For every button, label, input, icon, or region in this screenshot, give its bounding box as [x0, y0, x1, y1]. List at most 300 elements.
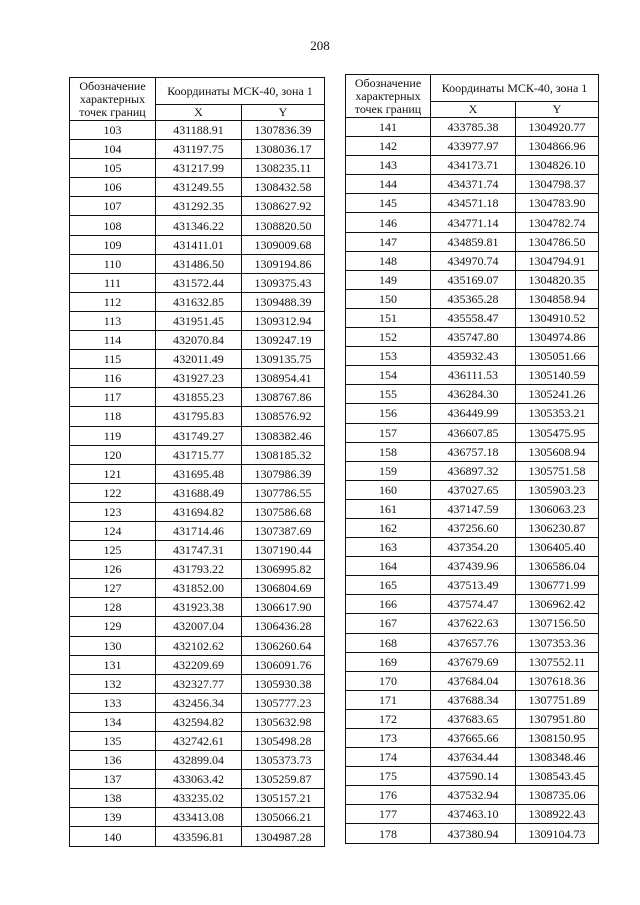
y-coordinate-cell: 1305777.23 [242, 693, 325, 712]
point-number-cell: 156 [346, 404, 431, 423]
y-coordinate-cell: 1308185.32 [242, 445, 325, 464]
table-row [70, 770, 325, 789]
x-coordinate-cell: 437439.96 [431, 557, 516, 576]
y-coordinate-cell: 1308348.46 [516, 748, 599, 767]
page-number: 208 [310, 38, 330, 53]
table-row [70, 216, 325, 235]
table-row [346, 347, 599, 366]
x-header: X [156, 105, 242, 121]
y-coordinate-cell: 1308627.92 [242, 197, 325, 216]
x-coordinate-cell: 437684.04 [431, 671, 516, 690]
y-coordinate-cell: 1305259.87 [242, 770, 325, 789]
y-coordinate-cell: 1308543.45 [516, 767, 599, 786]
point-number-cell: 136 [70, 751, 156, 770]
table-row [346, 194, 599, 213]
table-row [70, 197, 325, 216]
point-number-cell: 137 [70, 770, 156, 789]
point-number-cell: 148 [346, 251, 431, 270]
x-coordinate-cell: 433977.97 [431, 137, 516, 156]
table-row [70, 693, 325, 712]
table-row [346, 614, 599, 633]
y-header: Y [242, 105, 325, 121]
point-number-cell: 130 [70, 636, 156, 655]
x-coordinate-cell: 431632.85 [156, 292, 242, 311]
point-number-cell: 138 [70, 789, 156, 808]
y-header: Y [516, 102, 599, 118]
table-row [70, 560, 325, 579]
y-coordinate-cell: 1305140.59 [516, 366, 599, 385]
point-number-cell: 113 [70, 311, 156, 330]
table-row [346, 538, 599, 557]
coordinates-table-left [69, 77, 325, 847]
point-number-cell: 122 [70, 483, 156, 502]
x-coordinate-cell: 437532.94 [431, 786, 516, 805]
y-coordinate-cell: 1307156.50 [516, 614, 599, 633]
x-coordinate-cell: 435558.47 [431, 308, 516, 327]
x-coordinate-cell: 437463.10 [431, 805, 516, 824]
table-row [70, 331, 325, 350]
x-coordinate-cell: 433235.02 [156, 789, 242, 808]
table-row [346, 690, 599, 709]
point-number-cell: 116 [70, 369, 156, 388]
table-row [70, 292, 325, 311]
x-coordinate-cell: 436284.30 [431, 385, 516, 404]
table-row [70, 541, 325, 560]
y-coordinate-cell: 1305051.66 [516, 347, 599, 366]
y-coordinate-cell: 1306230.87 [516, 518, 599, 537]
x-coordinate-cell: 432209.69 [156, 655, 242, 674]
x-coordinate-cell: 433596.81 [156, 827, 242, 846]
point-number-cell: 133 [70, 693, 156, 712]
point-number-cell: 141 [346, 118, 431, 137]
point-number-cell: 153 [346, 347, 431, 366]
y-coordinate-cell: 1305475.95 [516, 423, 599, 442]
point-number-cell: 144 [346, 175, 431, 194]
point-number-cell: 106 [70, 178, 156, 197]
table-row [346, 671, 599, 690]
y-coordinate-cell: 1306260.64 [242, 636, 325, 655]
point-number-cell: 154 [346, 366, 431, 385]
x-coordinate-cell: 433413.08 [156, 808, 242, 827]
point-number-cell: 132 [70, 674, 156, 693]
table-row [70, 388, 325, 407]
y-coordinate-cell: 1304782.74 [516, 213, 599, 232]
y-coordinate-cell: 1309104.73 [516, 824, 599, 843]
y-coordinate-cell: 1306405.40 [516, 538, 599, 557]
table-row [346, 824, 599, 843]
y-coordinate-cell: 1305608.94 [516, 442, 599, 461]
point-number-cell: 165 [346, 576, 431, 595]
point-number-cell: 126 [70, 560, 156, 579]
y-coordinate-cell: 1305241.26 [516, 385, 599, 404]
y-coordinate-cell: 1307986.39 [242, 464, 325, 483]
y-coordinate-cell: 1307951.80 [516, 709, 599, 728]
table-row [70, 178, 325, 197]
x-coordinate-cell: 432011.49 [156, 350, 242, 369]
y-coordinate-cell: 1309488.39 [242, 292, 325, 311]
y-coordinate-cell: 1305632.98 [242, 712, 325, 731]
y-coordinate-cell: 1304858.94 [516, 289, 599, 308]
point-number-cell: 140 [70, 827, 156, 846]
x-coordinate-cell: 434173.71 [431, 156, 516, 175]
point-number-cell: 149 [346, 270, 431, 289]
y-coordinate-cell: 1304910.52 [516, 308, 599, 327]
x-coordinate-cell: 432327.77 [156, 674, 242, 693]
x-coordinate-cell: 436897.32 [431, 461, 516, 480]
point-number-cell: 146 [346, 213, 431, 232]
point-number-cell: 110 [70, 254, 156, 273]
y-coordinate-cell: 1308235.11 [242, 159, 325, 178]
table-row [346, 767, 599, 786]
table-row [346, 404, 599, 423]
x-coordinate-cell: 436607.85 [431, 423, 516, 442]
point-number-cell: 159 [346, 461, 431, 480]
table-row [346, 308, 599, 327]
x-coordinate-cell: 431292.35 [156, 197, 242, 216]
y-coordinate-cell: 1305930.38 [242, 674, 325, 693]
point-number-cell: 162 [346, 518, 431, 537]
y-coordinate-cell: 1309194.86 [242, 254, 325, 273]
table-row [346, 232, 599, 251]
point-number-cell: 104 [70, 140, 156, 159]
x-coordinate-cell: 431486.50 [156, 254, 242, 273]
x-coordinate-cell: 432102.62 [156, 636, 242, 655]
x-coordinate-cell: 437147.59 [431, 499, 516, 518]
y-coordinate-cell: 1304866.96 [516, 137, 599, 156]
point-number-cell: 129 [70, 617, 156, 636]
table-row [346, 137, 599, 156]
table-row [346, 270, 599, 289]
point-number-cell: 150 [346, 289, 431, 308]
x-coordinate-cell: 437590.14 [431, 767, 516, 786]
x-coordinate-cell: 437688.34 [431, 690, 516, 709]
point-number-cell: 124 [70, 521, 156, 540]
x-coordinate-cell: 435747.80 [431, 328, 516, 347]
y-coordinate-cell: 1305498.28 [242, 732, 325, 751]
y-coordinate-cell: 1307786.55 [242, 483, 325, 502]
table-row [70, 655, 325, 674]
table-row [70, 808, 325, 827]
table-row [346, 805, 599, 824]
y-coordinate-cell: 1308954.41 [242, 369, 325, 388]
point-number-cell: 105 [70, 159, 156, 178]
y-coordinate-cell: 1306586.04 [516, 557, 599, 576]
x-header: X [431, 102, 516, 118]
point-number-cell: 171 [346, 690, 431, 709]
y-coordinate-cell: 1305373.73 [242, 751, 325, 770]
x-coordinate-cell: 431715.77 [156, 445, 242, 464]
table-row [70, 732, 325, 751]
point-number-cell: 125 [70, 541, 156, 560]
table-row [346, 480, 599, 499]
table-row [70, 751, 325, 770]
table-row [70, 617, 325, 636]
point-number-cell: 131 [70, 655, 156, 674]
x-coordinate-cell: 431411.01 [156, 235, 242, 254]
x-coordinate-cell: 431695.48 [156, 464, 242, 483]
table-row [346, 748, 599, 767]
table-row [70, 311, 325, 330]
x-coordinate-cell: 431747.31 [156, 541, 242, 560]
point-number-cell: 109 [70, 235, 156, 254]
x-coordinate-cell: 431855.23 [156, 388, 242, 407]
y-coordinate-cell: 1306091.76 [242, 655, 325, 674]
point-number-cell: 166 [346, 595, 431, 614]
table-row [70, 483, 325, 502]
table-row [70, 121, 325, 140]
y-coordinate-cell: 1304786.50 [516, 232, 599, 251]
point-number-cell: 172 [346, 709, 431, 728]
x-coordinate-cell: 437622.63 [431, 614, 516, 633]
point-number-cell: 128 [70, 598, 156, 617]
point-number-cell: 121 [70, 464, 156, 483]
point-number-cell: 112 [70, 292, 156, 311]
table-row [346, 652, 599, 671]
point-number-cell: 152 [346, 328, 431, 347]
y-coordinate-cell: 1305353.21 [516, 404, 599, 423]
y-coordinate-cell: 1309247.19 [242, 331, 325, 350]
point-number-cell: 151 [346, 308, 431, 327]
x-coordinate-cell: 431793.22 [156, 560, 242, 579]
y-coordinate-cell: 1304974.86 [516, 328, 599, 347]
y-coordinate-cell: 1307751.89 [516, 690, 599, 709]
y-coordinate-cell: 1308922.43 [516, 805, 599, 824]
point-number-cell: 158 [346, 442, 431, 461]
coordinates-header: Координаты МСК-40, зона 1 [431, 75, 599, 102]
table-row [70, 464, 325, 483]
point-number-cell: 139 [70, 808, 156, 827]
table-row [346, 442, 599, 461]
table-row [70, 254, 325, 273]
point-number-cell: 167 [346, 614, 431, 633]
x-coordinate-cell: 437256.60 [431, 518, 516, 537]
table-row [346, 366, 599, 385]
y-coordinate-cell: 1305066.21 [242, 808, 325, 827]
y-coordinate-cell: 1308767.86 [242, 388, 325, 407]
table-row [346, 175, 599, 194]
table-row [70, 598, 325, 617]
x-coordinate-cell: 434859.81 [431, 232, 516, 251]
table-row [346, 729, 599, 748]
point-number-cell: 173 [346, 729, 431, 748]
table-row [70, 426, 325, 445]
table-row [346, 709, 599, 728]
x-coordinate-cell: 437354.20 [431, 538, 516, 557]
table-row [70, 521, 325, 540]
x-coordinate-cell: 437634.44 [431, 748, 516, 767]
point-number-cell: 145 [346, 194, 431, 213]
table-row [346, 118, 599, 137]
x-coordinate-cell: 434571.18 [431, 194, 516, 213]
point-number-cell: 174 [346, 748, 431, 767]
point-number-cell: 123 [70, 502, 156, 521]
point-number-cell: 155 [346, 385, 431, 404]
y-coordinate-cell: 1309375.43 [242, 273, 325, 292]
table-row [346, 423, 599, 442]
x-coordinate-cell: 436449.99 [431, 404, 516, 423]
designation-header: Обозначение характерных точек границ [346, 75, 431, 118]
point-number-cell: 175 [346, 767, 431, 786]
table-row [70, 712, 325, 731]
table-row [70, 636, 325, 655]
y-coordinate-cell: 1304794.91 [516, 251, 599, 270]
y-coordinate-cell: 1308036.17 [242, 140, 325, 159]
y-coordinate-cell: 1304820.35 [516, 270, 599, 289]
x-coordinate-cell: 435169.07 [431, 270, 516, 289]
x-coordinate-cell: 432007.04 [156, 617, 242, 636]
y-coordinate-cell: 1308382.46 [242, 426, 325, 445]
x-coordinate-cell: 437665.66 [431, 729, 516, 748]
table-row [346, 251, 599, 270]
table-row [346, 633, 599, 652]
y-coordinate-cell: 1307353.36 [516, 633, 599, 652]
table-row [70, 502, 325, 521]
x-coordinate-cell: 437027.65 [431, 480, 516, 499]
table-row [346, 156, 599, 175]
y-coordinate-cell: 1306962.42 [516, 595, 599, 614]
y-coordinate-cell: 1305157.21 [242, 789, 325, 808]
x-coordinate-cell: 437679.69 [431, 652, 516, 671]
x-coordinate-cell: 433063.42 [156, 770, 242, 789]
point-number-cell: 177 [346, 805, 431, 824]
y-coordinate-cell: 1306771.99 [516, 576, 599, 595]
x-coordinate-cell: 435932.43 [431, 347, 516, 366]
table-row [346, 786, 599, 805]
y-coordinate-cell: 1308150.95 [516, 729, 599, 748]
table-row [346, 213, 599, 232]
point-number-cell: 117 [70, 388, 156, 407]
x-coordinate-cell: 431852.00 [156, 579, 242, 598]
y-coordinate-cell: 1307618.36 [516, 671, 599, 690]
table-row [70, 827, 325, 846]
x-coordinate-cell: 431688.49 [156, 483, 242, 502]
y-coordinate-cell: 1307836.39 [242, 121, 325, 140]
table-row [70, 273, 325, 292]
x-coordinate-cell: 435365.28 [431, 289, 516, 308]
point-number-cell: 108 [70, 216, 156, 235]
x-coordinate-cell: 431694.82 [156, 502, 242, 521]
y-coordinate-cell: 1306436.28 [242, 617, 325, 636]
y-coordinate-cell: 1304798.37 [516, 175, 599, 194]
x-coordinate-cell: 437513.49 [431, 576, 516, 595]
x-coordinate-cell: 431188.91 [156, 121, 242, 140]
y-coordinate-cell: 1306063.23 [516, 499, 599, 518]
x-coordinate-cell: 437574.47 [431, 595, 516, 614]
table-row [346, 385, 599, 404]
x-coordinate-cell: 431951.45 [156, 311, 242, 330]
point-number-cell: 161 [346, 499, 431, 518]
table-row [346, 518, 599, 537]
x-coordinate-cell: 431346.22 [156, 216, 242, 235]
point-number-cell: 143 [346, 156, 431, 175]
table-row [70, 789, 325, 808]
y-coordinate-cell: 1305903.23 [516, 480, 599, 499]
point-number-cell: 114 [70, 331, 156, 350]
point-number-cell: 176 [346, 786, 431, 805]
x-coordinate-cell: 432594.82 [156, 712, 242, 731]
x-coordinate-cell: 434970.74 [431, 251, 516, 270]
point-number-cell: 120 [70, 445, 156, 464]
designation-header: Обозначение характерных точек границ [70, 78, 156, 121]
x-coordinate-cell: 431795.83 [156, 407, 242, 426]
y-coordinate-cell: 1309312.94 [242, 311, 325, 330]
point-number-cell: 115 [70, 350, 156, 369]
x-coordinate-cell: 431217.99 [156, 159, 242, 178]
point-number-cell: 160 [346, 480, 431, 499]
table-row [346, 557, 599, 576]
table-row [70, 350, 325, 369]
table-row [346, 461, 599, 480]
coordinates-header: Координаты МСК-40, зона 1 [156, 78, 325, 105]
y-coordinate-cell: 1307586.68 [242, 502, 325, 521]
point-number-cell: 168 [346, 633, 431, 652]
point-number-cell: 169 [346, 652, 431, 671]
x-coordinate-cell: 436111.53 [431, 366, 516, 385]
point-number-cell: 178 [346, 824, 431, 843]
x-coordinate-cell: 432070.84 [156, 331, 242, 350]
table-row [346, 576, 599, 595]
y-coordinate-cell: 1307190.44 [242, 541, 325, 560]
point-number-cell: 163 [346, 538, 431, 557]
x-coordinate-cell: 437657.76 [431, 633, 516, 652]
point-number-cell: 134 [70, 712, 156, 731]
point-number-cell: 157 [346, 423, 431, 442]
table-row [346, 595, 599, 614]
x-coordinate-cell: 432742.61 [156, 732, 242, 751]
point-number-cell: 142 [346, 137, 431, 156]
x-coordinate-cell: 432899.04 [156, 751, 242, 770]
point-number-cell: 111 [70, 273, 156, 292]
table-row [346, 499, 599, 518]
y-coordinate-cell: 1306617.90 [242, 598, 325, 617]
table-row [70, 407, 325, 426]
x-coordinate-cell: 434771.14 [431, 213, 516, 232]
y-coordinate-cell: 1308432.58 [242, 178, 325, 197]
x-coordinate-cell: 437380.94 [431, 824, 516, 843]
y-coordinate-cell: 1305751.58 [516, 461, 599, 480]
point-number-cell: 107 [70, 197, 156, 216]
point-number-cell: 118 [70, 407, 156, 426]
y-coordinate-cell: 1304920.77 [516, 118, 599, 137]
table-row [70, 235, 325, 254]
point-number-cell: 103 [70, 121, 156, 140]
x-coordinate-cell: 431927.23 [156, 369, 242, 388]
x-coordinate-cell: 431714.46 [156, 521, 242, 540]
x-coordinate-cell: 436757.18 [431, 442, 516, 461]
point-number-cell: 164 [346, 557, 431, 576]
point-number-cell: 119 [70, 426, 156, 445]
y-coordinate-cell: 1306995.82 [242, 560, 325, 579]
y-coordinate-cell: 1307387.69 [242, 521, 325, 540]
x-coordinate-cell: 431197.75 [156, 140, 242, 159]
x-coordinate-cell: 432456.34 [156, 693, 242, 712]
x-coordinate-cell: 431923.38 [156, 598, 242, 617]
x-coordinate-cell: 434371.74 [431, 175, 516, 194]
table-row [70, 159, 325, 178]
x-coordinate-cell: 431749.27 [156, 426, 242, 445]
y-coordinate-cell: 1304783.90 [516, 194, 599, 213]
table-row [70, 579, 325, 598]
y-coordinate-cell: 1308735.06 [516, 786, 599, 805]
point-number-cell: 127 [70, 579, 156, 598]
x-coordinate-cell: 437683.65 [431, 709, 516, 728]
x-coordinate-cell: 431249.55 [156, 178, 242, 197]
table-row [70, 445, 325, 464]
point-number-cell: 147 [346, 232, 431, 251]
point-number-cell: 135 [70, 732, 156, 751]
table-row [346, 328, 599, 347]
x-coordinate-cell: 433785.38 [431, 118, 516, 137]
